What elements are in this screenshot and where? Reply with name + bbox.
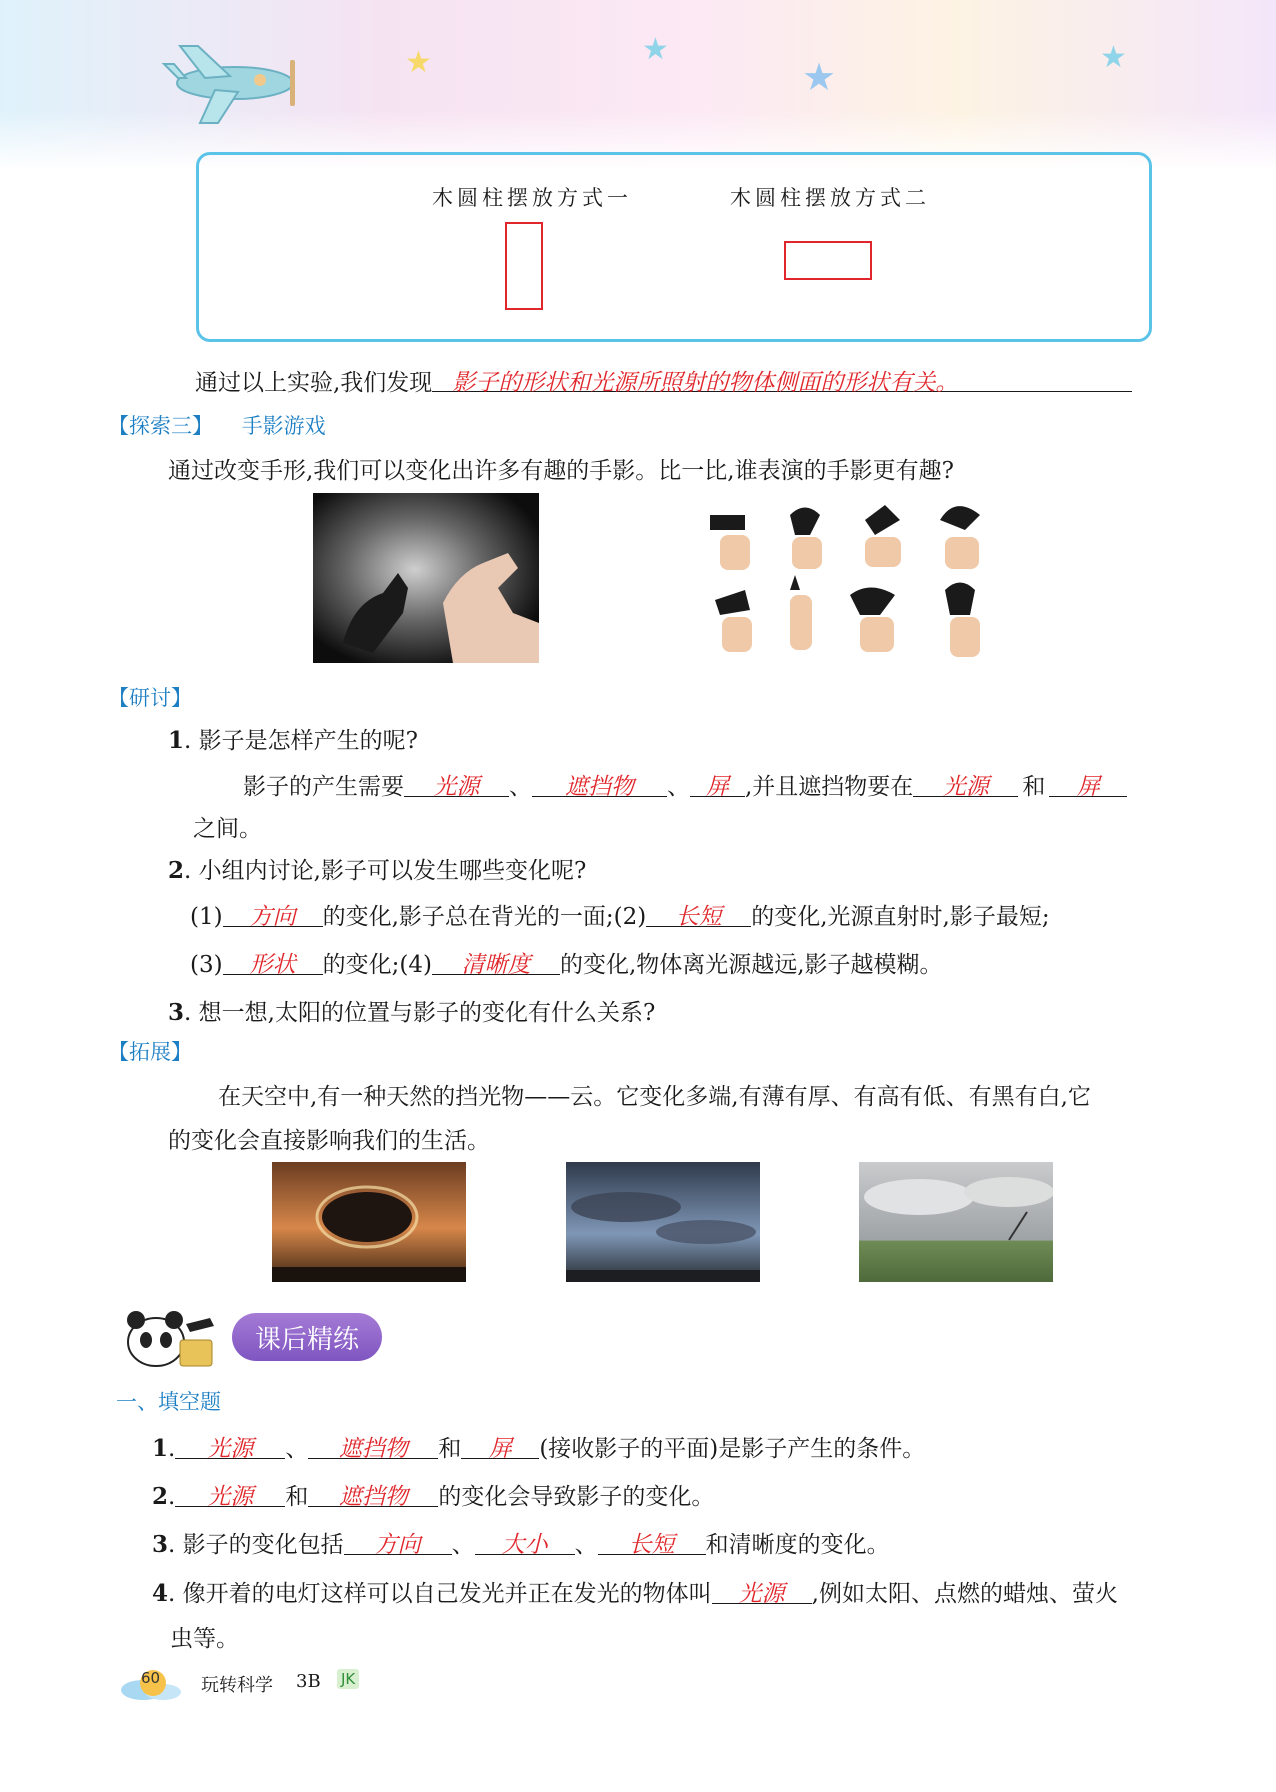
fill-blank xyxy=(308,1478,438,1510)
explore3-title: 手影游戏 xyxy=(241,414,326,438)
question-text: . 影子是怎样产生的呢? xyxy=(184,728,418,754)
fill-text: . 像开着的电灯这样可以自己发光并正在发光的物体叫 xyxy=(168,1581,712,1607)
fill-text: 的变化,光源直射时,影子最短; xyxy=(751,904,1050,930)
practice-section-title: 一、填空题 xyxy=(116,1390,221,1414)
fill-text: 和 xyxy=(438,1436,462,1462)
fill-blank xyxy=(598,1526,706,1558)
fill-text: . xyxy=(168,1436,176,1462)
finding-line xyxy=(195,364,1132,397)
fill-text: 的变化,物体离光源越远,影子越模糊。 xyxy=(559,952,943,978)
caption-arrangement-two: 木圆柱摆放方式二 xyxy=(730,186,930,210)
fill-text: 、 xyxy=(667,774,690,800)
question-text: . 小组内讨论,影子可以发生哪些变化呢? xyxy=(184,858,587,884)
fill-blank xyxy=(175,1478,285,1510)
fill-text: . xyxy=(168,1484,176,1510)
fill-blank xyxy=(308,1430,438,1462)
fill-text: 、 xyxy=(285,1436,309,1462)
fill-text: ,例如太阳、点燃的蜡烛、萤火 xyxy=(811,1581,1118,1607)
hand-shadow-gallery xyxy=(700,495,1010,665)
grade-label: 3B xyxy=(296,1671,321,1692)
discuss-heading: 【研讨】 xyxy=(108,686,192,710)
page-number: 60 xyxy=(141,1669,161,1687)
discuss-q2-line1 xyxy=(190,898,1050,931)
finding-prefix: 通过以上实验,我们发现 xyxy=(195,370,433,396)
fill-text: (3) xyxy=(190,952,223,978)
fill-text: (1) xyxy=(190,904,223,930)
extend-heading: 【拓展】 xyxy=(108,1040,192,1064)
answer: 光源 xyxy=(207,1484,254,1510)
fill-text: 影子的产生需要 xyxy=(243,774,404,800)
answer: 方向 xyxy=(374,1532,421,1558)
fill-blank xyxy=(475,1526,575,1558)
answer: 屏 xyxy=(1076,774,1100,800)
answer: 大小 xyxy=(501,1532,548,1558)
fill-blank xyxy=(712,1575,812,1607)
star-icon: ★ xyxy=(1100,40,1127,75)
fill-blank xyxy=(461,1430,539,1462)
explore3-prompt: 通过改变手形,我们可以变化出许多有趣的手影。比一比,谁表演的手影更有趣? xyxy=(168,458,954,484)
fill-text: 、 xyxy=(574,1532,598,1558)
answer: 形状 xyxy=(249,952,296,978)
fill-text: (接收影子的平面)是影子产生的条件。 xyxy=(539,1436,926,1462)
fill-blank xyxy=(344,1526,452,1558)
book-title: 玩转科学 xyxy=(201,1675,273,1696)
panda-mascot-icon xyxy=(118,1298,218,1370)
question-number: 1 xyxy=(168,727,185,754)
fill-text: 和 xyxy=(285,1484,309,1510)
answer: 清晰度 xyxy=(461,952,531,978)
practice-q1 xyxy=(152,1430,925,1463)
practice-q4-tail: 虫等。 xyxy=(170,1626,239,1652)
fill-blank xyxy=(532,768,667,800)
practice-q2 xyxy=(152,1478,714,1511)
answer: 遮挡物 xyxy=(338,1484,408,1510)
hand-shadow-photo xyxy=(313,493,539,663)
practice-q4 xyxy=(152,1575,1118,1608)
question-number: 2 xyxy=(168,857,185,884)
practice-q3 xyxy=(152,1526,890,1559)
fill-blank xyxy=(432,946,560,978)
answer: 遮挡物 xyxy=(565,774,634,800)
cloud-photo-sunset xyxy=(272,1162,466,1282)
answer: 方向 xyxy=(249,904,296,930)
fill-blank xyxy=(1049,768,1127,800)
question-text: . 想一想,太阳的位置与影子的变化有什么关系? xyxy=(184,1000,656,1026)
discuss-q3 xyxy=(168,994,655,1027)
discuss-q2-line2 xyxy=(190,946,943,979)
answer: 长短 xyxy=(628,1532,675,1558)
answer: 屏 xyxy=(488,1436,512,1462)
shadow-rectangle-vertical xyxy=(505,222,543,310)
cloud-photo-dusk xyxy=(566,1162,760,1282)
fill-text: ,并且遮挡物要在 xyxy=(745,774,914,800)
discuss-q1 xyxy=(168,722,418,755)
extend-line2: 的变化会直接影响我们的生活。 xyxy=(168,1128,490,1154)
star-icon: ★ xyxy=(802,55,837,99)
fill-text: 、 xyxy=(509,774,532,800)
explore3-tag: 【探索三】 xyxy=(108,414,213,438)
answer: 光源 xyxy=(738,1581,785,1607)
finding-answer: 影子的形状和光源所照射的物体侧面的形状有关。 xyxy=(452,370,959,396)
answer: 遮挡物 xyxy=(338,1436,408,1462)
question-number: 3 xyxy=(168,999,185,1026)
fill-blank xyxy=(223,946,323,978)
extend-line1: 在天空中,有一种天然的挡光物——云。它变化多端,有薄有厚、有高有低、有黑有白,它 xyxy=(218,1084,1091,1110)
question-number: 3 xyxy=(152,1531,169,1558)
fill-blank xyxy=(223,898,323,930)
question-number: 1 xyxy=(152,1435,169,1462)
answer: 光源 xyxy=(207,1436,254,1462)
discuss-q1-tail: 之间。 xyxy=(193,816,262,842)
fill-text: 和清晰度的变化。 xyxy=(705,1532,890,1558)
answer: 光源 xyxy=(942,774,989,800)
fill-text: 的变化会导致影子的变化。 xyxy=(438,1484,715,1510)
caption-arrangement-one: 木圆柱摆放方式一 xyxy=(432,186,632,210)
answer: 屏 xyxy=(706,774,729,800)
star-icon: ★ xyxy=(405,45,432,80)
fill-text: 的变化,影子总在背光的一面;(2) xyxy=(322,904,647,930)
question-number: 2 xyxy=(152,1483,169,1510)
fill-blank xyxy=(175,1430,285,1462)
airplane-icon xyxy=(160,38,310,128)
discuss-q1-fill xyxy=(243,768,1127,801)
star-icon: ★ xyxy=(642,32,669,67)
answer: 光源 xyxy=(433,774,480,800)
fill-blank xyxy=(690,768,745,800)
fill-blank xyxy=(913,768,1018,800)
cloud-photo-overcast xyxy=(859,1162,1053,1282)
practice-banner: 课后精练 xyxy=(232,1313,382,1361)
fill-text: 和 xyxy=(1022,774,1046,800)
answer: 长短 xyxy=(675,904,722,930)
explore3-heading xyxy=(108,410,326,440)
fill-text: 的变化;(4) xyxy=(322,952,432,978)
question-number: 4 xyxy=(152,1580,169,1607)
experiment-box xyxy=(196,152,1152,342)
fill-blank xyxy=(646,898,751,930)
shadow-rectangle-horizontal xyxy=(784,241,872,280)
fill-text: . 影子的变化包括 xyxy=(168,1532,344,1558)
finding-blank xyxy=(432,364,1132,396)
discuss-q2 xyxy=(168,852,586,885)
fill-text: 、 xyxy=(451,1532,475,1558)
fill-blank xyxy=(404,768,509,800)
publisher-badge: JK xyxy=(337,1669,359,1689)
